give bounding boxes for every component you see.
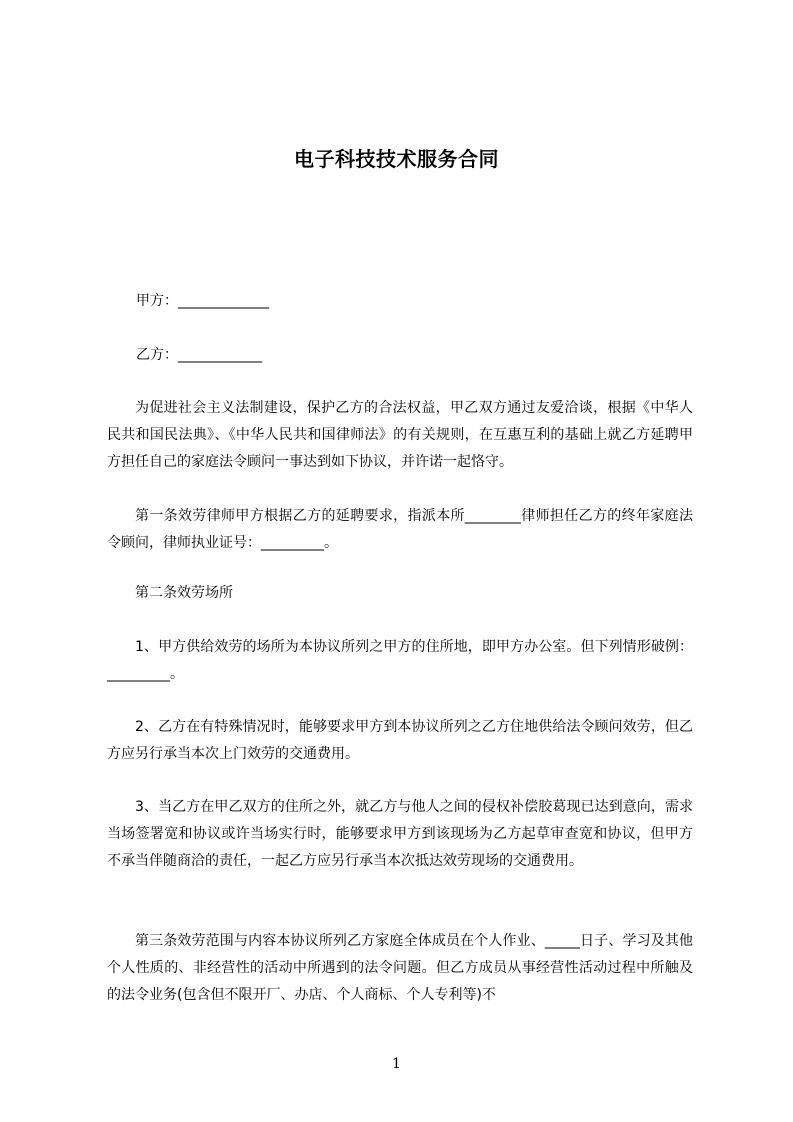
contract-title: 电子科技技术服务合同 bbox=[294, 147, 499, 171]
article-three-paragraph: 第三条效劳范围与内容本协议所列乙方家庭全体成员在个人作业、_____日子、学习及其他个人性质的、非经营性的活动中所遇到的法令问题。但乙方成员从事经营性活动过程中所触及的法令业务(包含但不限开厂、办店、个人商标、个人专利等)不 bbox=[107, 933, 693, 1003]
preamble-paragraph: 为促进社会主义法制建设，保护乙方的合法权益，甲乙双方通过友爱洽谈，根据《中华人民共和国民法典》、《中华人民共和国律师法》的有关规则，在互惠互利的基础上就乙方延聘甲方担任自己的家庭法令顾问一事达到如下协议，并许诺一起恪守。 bbox=[107, 400, 693, 470]
page-number: 1 bbox=[392, 1056, 401, 1072]
article-two-item-2: 2、乙方在有特殊情况时，能够要求甲方到本协议所列之乙方住地供给法令顾问效劳，但乙方应另行承当本次上门效劳的交通费用。 bbox=[107, 719, 693, 762]
article-two-item-3: 3、当乙方在甲乙双方的住所之外，就乙方与他人之间的侵权补偿胶葛现已达到意向，需求当场签署宽和协议或许当场实行时，能够要求甲方到该现场为乙方起草审查宽和协议，但甲方不承当伴随商洽的责任，一起乙方应另行承当本次抵达效劳现场的交通费用。 bbox=[107, 799, 693, 869]
article-one-paragraph: 第一条效劳律师甲方根据乙方的延聘要求，指派本所________律师担任乙方的终年家庭法令顾问，律师执业证号：_________。 bbox=[107, 508, 693, 551]
party-b-line: 乙方：____________ bbox=[136, 347, 262, 363]
article-two-item-1: 1、甲方供给效劳的场所为本协议所列之甲方的住所地，即甲方办公室。但下列情形破例：_________。 bbox=[107, 639, 693, 682]
party-a-line: 甲方：_____________ bbox=[136, 293, 269, 309]
article-two-heading: 第二条效劳场所 bbox=[135, 585, 233, 601]
